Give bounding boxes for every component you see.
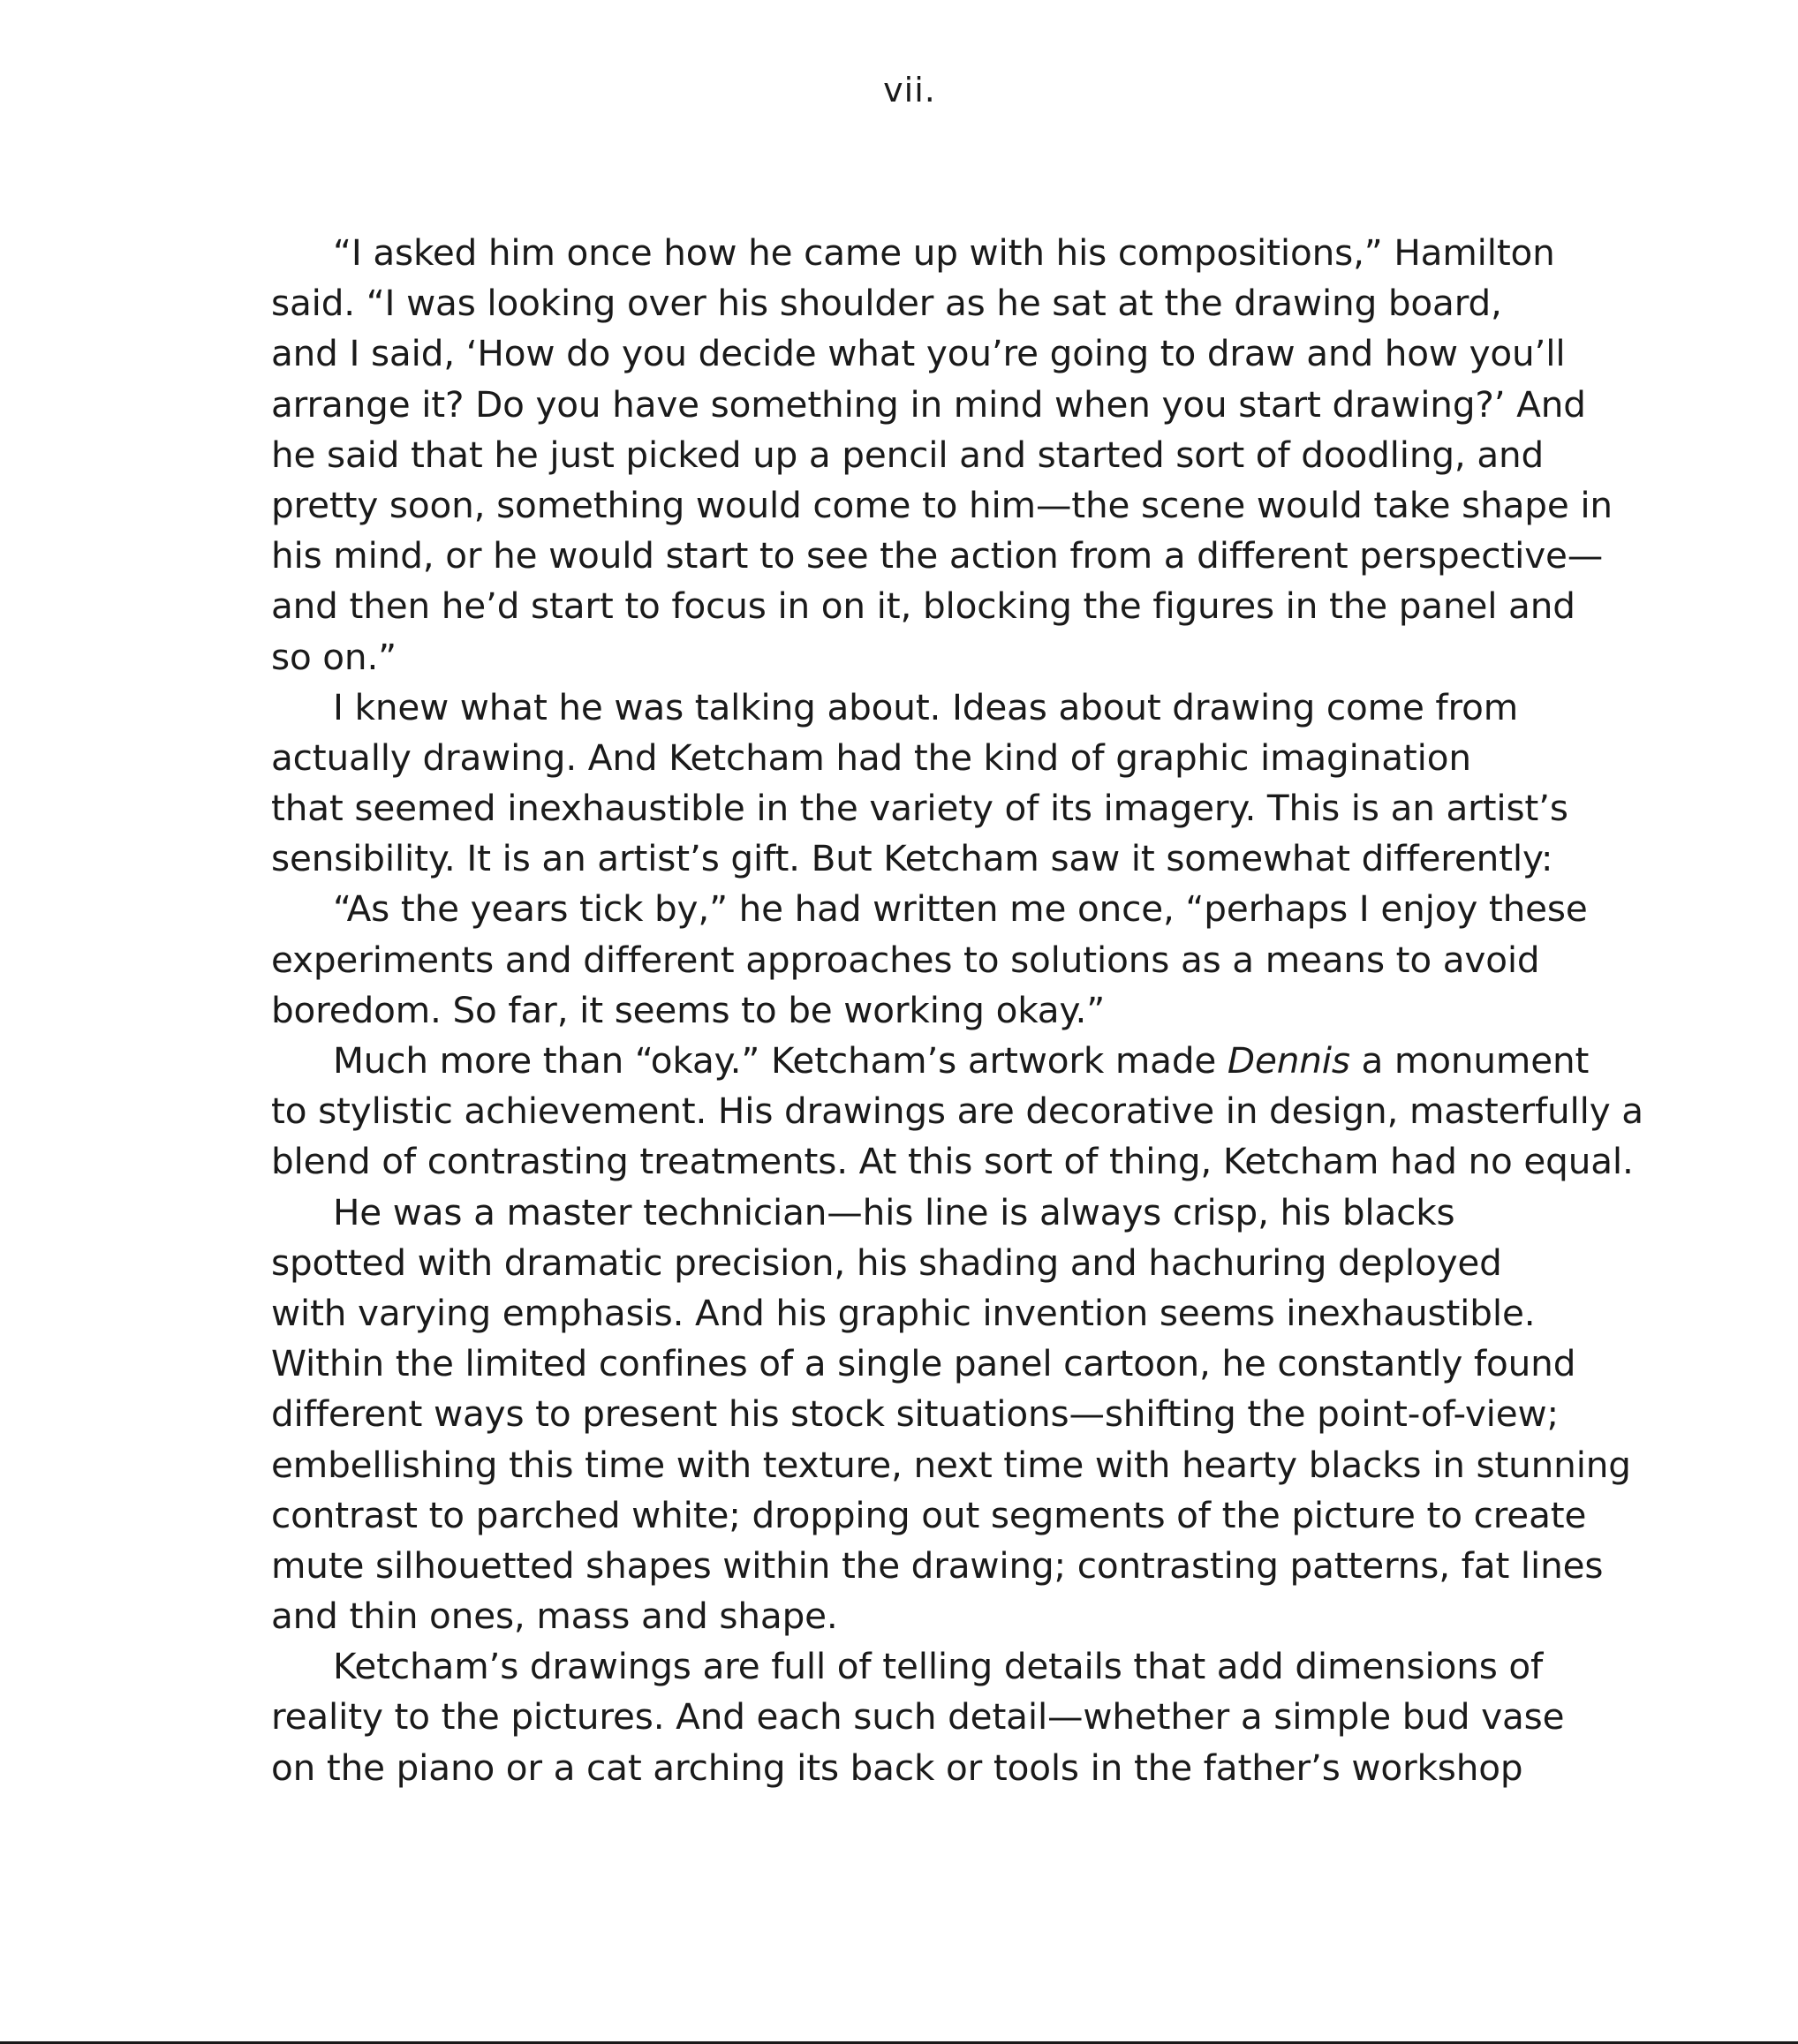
text-line: pretty soon, something would come to him—the scene would take shape in — [271, 483, 1613, 526]
text-line: with varying emphasis. And his graphic invention seems inexhaustible. — [271, 1291, 1536, 1334]
text-line: experiments and different approaches to solutions as a means to avoid — [271, 938, 1540, 981]
body-text — [271, 228, 1643, 1793]
text-line: boredom. So far, it seems to be working okay.” — [271, 988, 1106, 1031]
text-line: to stylistic achievement. His drawings are decorative in design, masterfully a — [271, 1090, 1643, 1133]
text-line: and I said, ‘How do you decide what you’re going to draw and how you’ll — [271, 332, 1566, 375]
title-italic: Dennis — [1227, 1039, 1350, 1082]
text-line: blend of contrasting treatments. At this sort of thing, Ketcham had no equal. — [271, 1140, 1634, 1183]
text-line: his mind, or he would start to see the action from a different perspective— — [271, 534, 1604, 577]
text-line: he said that he just picked up a pencil and started sort of doodling, and — [271, 433, 1545, 476]
text-segment: a monument — [1349, 1039, 1590, 1082]
text-line: on the piano or a cat arching its back or tools in the father’s workshop — [271, 1746, 1523, 1789]
text-line: reality to the pictures. And each such detail—whether a simple bud vase — [271, 1695, 1565, 1739]
text-segment: Much more than “okay.” Ketcham’s artwork made — [333, 1039, 1228, 1082]
text-line: embellishing this time with texture, next time with hearty blacks in stunning — [271, 1443, 1631, 1486]
text-line: “I asked him once how he came up with his compositions,” Hamilton — [333, 231, 1555, 274]
page-number: vii. — [883, 71, 936, 109]
text-line — [271, 1036, 1622, 1086]
text-line: arrange it? Do you have something in mind when you start drawing?’ And — [271, 382, 1586, 426]
text-line: actually drawing. And Ketcham had the kind of graphic imagination — [271, 735, 1471, 779]
text-line: so on.” — [271, 635, 397, 678]
text-line: He was a master technician—his line is always crisp, his blacks — [333, 1190, 1455, 1233]
text-line: that seemed inexhaustible in the variety of its imagery. This is an artist’s — [271, 787, 1568, 830]
text-line: I knew what he was talking about. Ideas about drawing come from — [333, 685, 1519, 728]
text-line: sensibility. It is an artist’s gift. But Ketcham saw it somewhat differently: — [271, 837, 1553, 880]
text-line: spotted with dramatic precision, his shading and hachuring deployed — [271, 1241, 1502, 1284]
text-line: Within the limited confines of a single panel cartoon, he constantly found — [271, 1342, 1576, 1385]
text-line: and then he’d start to focus in on it, blocking the figures in the panel and — [271, 585, 1575, 628]
text-line: mute silhouetted shapes within the drawing; contrasting patterns, fat lines — [271, 1543, 1604, 1587]
text-line: different ways to present his stock situations—shifting the point-of-view; — [271, 1392, 1559, 1436]
text-line: “As the years tick by,” he had written me once, “perhaps I enjoy these — [333, 887, 1588, 931]
text-line: and thin ones, mass and shape. — [271, 1595, 838, 1638]
text-line: said. “I was looking over his shoulder as he sat at the drawing board, — [271, 282, 1502, 325]
text-line: contrast to parched white; dropping out segments of the picture to create — [271, 1493, 1587, 1536]
text-line: Ketcham’s drawings are full of telling details that add dimensions of — [333, 1645, 1544, 1688]
